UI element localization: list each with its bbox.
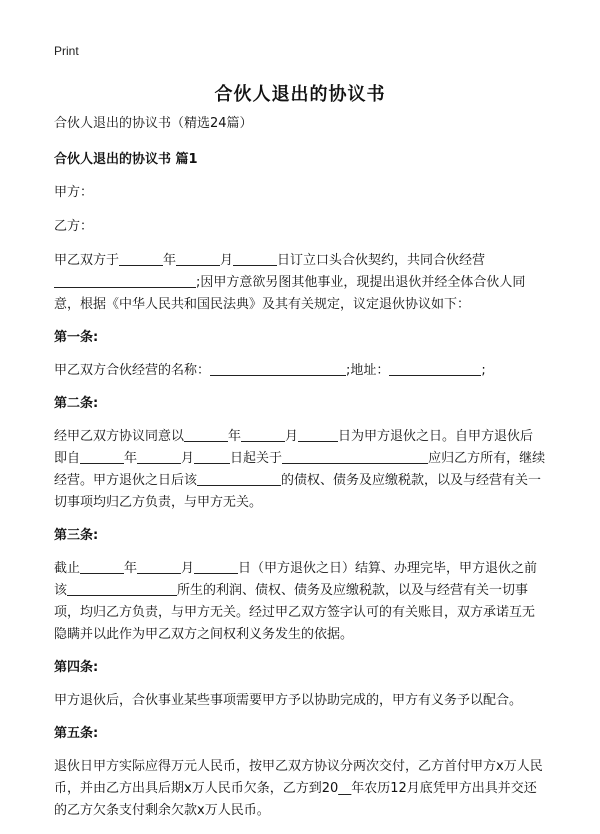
document-subtitle: 合伙人退出的协议书（精选24篇） (54, 116, 253, 131)
party-b-line: 乙方： (54, 219, 94, 234)
print-label[interactable]: Print (54, 44, 79, 58)
section-title: 合伙人退出的协议书 篇1 (54, 152, 198, 167)
fill-blank (176, 251, 220, 266)
text: 月 (181, 451, 195, 466)
text: 年 (124, 451, 138, 466)
text: 甲乙双方于 (54, 253, 120, 268)
text: 的债权、债务及应缴税款，以及与经营有关一切事项均归乙方负责，与甲方无关。 (54, 473, 542, 510)
text: 甲乙双方合伙经营的名称： (54, 363, 211, 378)
party-a-line: 甲方： (54, 185, 94, 200)
article-5-text: 退伙日甲方实际应得万元人民币，按甲乙双方协议分两次交付，乙方首付甲方x万人民币，并由乙方出具后期x万人民币欠条，乙方到20__年农历12月底凭甲方出具并交还的乙方欠条支付剩余欠款x万人民币。 (54, 759, 543, 818)
article-3-text (54, 558, 546, 646)
text: 应归乙方所有，继续经营。甲方退伙之日后该 (54, 451, 546, 488)
document-title: 合伙人退出的协议书 (214, 84, 386, 105)
document-body (54, 114, 546, 834)
fill-blank (80, 449, 124, 464)
text: 月 (220, 253, 234, 268)
fill-blank (184, 427, 228, 442)
article-1-heading: 第一条: (54, 330, 99, 345)
fill-blank (119, 251, 163, 266)
fill-blank (233, 251, 277, 266)
text: 截止 (54, 561, 81, 576)
text: 日（甲方退伙之日）结算、办理完毕，甲方退伙之前该 (54, 561, 538, 598)
text: ;因甲方意欲另图其他事业，现提出退伙并经全体合伙人同意，根据《中华人民共和国民法典》及其有关规定，议定退伙协议如下： (54, 275, 526, 312)
article-2-text (54, 426, 546, 514)
fill-blank (197, 471, 281, 486)
fill-blank (210, 361, 346, 376)
fill-blank (298, 427, 338, 442)
intro-paragraph (54, 250, 546, 316)
text: 日为甲方退伙之日。自甲方退伙后即自 (54, 429, 534, 466)
article-3-heading: 第三条: (54, 528, 99, 543)
text: 年 (163, 253, 177, 268)
text: 日订立口头合伙契约，共同合伙经营 (277, 253, 486, 268)
fill-blank (194, 559, 238, 574)
fill-blank (137, 559, 181, 574)
article-1-text (54, 360, 546, 382)
fill-blank (194, 449, 230, 464)
text: 年 (124, 561, 138, 576)
fill-blank (241, 427, 285, 442)
text: 日起关于 (230, 451, 283, 466)
text: 经甲乙双方协议同意以 (54, 429, 185, 444)
text: ;地址： (346, 363, 390, 378)
text: 所生的利润、债权、债务及应缴税款，以及与经营有关一切事项，均归乙方负责，与甲方无关。经过甲乙双方签字认可的有关账目，双方承诺互无隐瞒并以此作为甲乙双方之间权利义务发生的依据。 (54, 583, 536, 642)
text: 年 (228, 429, 242, 444)
fill-blank (282, 449, 428, 464)
article-4-heading: 第四条: (54, 660, 99, 675)
fill-blank (137, 449, 181, 464)
text: ; (481, 363, 486, 378)
text: 月 (181, 561, 195, 576)
article-5-heading: 第五条: (54, 726, 99, 741)
fill-blank (54, 273, 196, 288)
fill-blank (80, 559, 124, 574)
fill-blank (389, 361, 481, 376)
text: 月 (285, 429, 299, 444)
article-2-heading: 第二条: (54, 396, 99, 411)
fill-blank (67, 581, 177, 596)
article-4-text: 甲方退伙后，合伙事业某些事项需要甲方予以协助完成的，甲方有义务予以配合。 (54, 693, 523, 708)
